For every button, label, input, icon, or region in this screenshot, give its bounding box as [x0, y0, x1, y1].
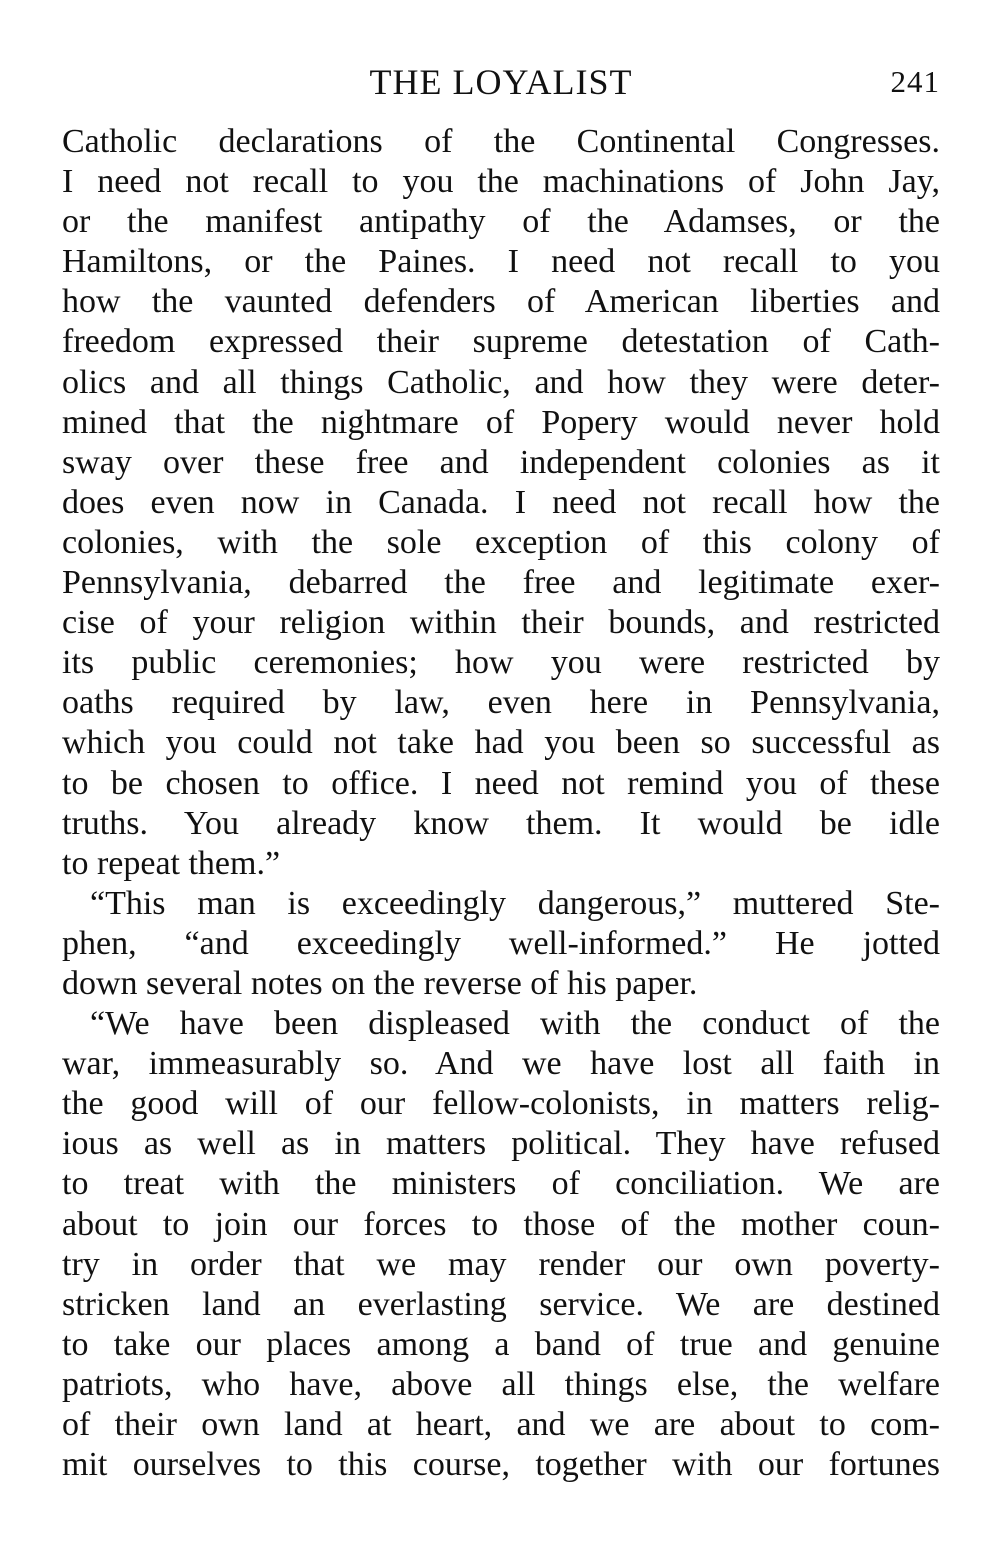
- text-line: “We have been displeased with the conduct of the: [90, 1005, 940, 1043]
- text-line: freedom expressed their supreme detestation of Cath-: [62, 323, 940, 361]
- text-line: “This man is exceedingly dangerous,” muttered Ste-: [90, 884, 940, 922]
- text-line: the good will of our fellow-colonists, in matters relig-: [62, 1085, 940, 1123]
- text-line: colonies, with the sole exception of this colony of: [62, 523, 940, 561]
- text-line: stricken land an everlasting service. We are destined: [62, 1285, 940, 1323]
- text-line: sway over these free and independent colonies as it: [62, 443, 940, 481]
- text-line: to treat with the ministers of conciliation. We are: [62, 1165, 940, 1203]
- text-line: ious as well as in matters political. They have refused: [62, 1125, 940, 1163]
- body-text: [62, 122, 940, 1485]
- text-line: olics and all things Catholic, and how they were deter-: [62, 363, 940, 401]
- running-title: THE LOYALIST: [369, 62, 633, 102]
- text-line: down several notes on the reverse of his paper.: [62, 964, 698, 1002]
- text-line: war, immeasurably so. And we have lost all faith in: [62, 1045, 940, 1083]
- text-line: try in order that we may render our own poverty-: [62, 1245, 940, 1283]
- text-line: I need not recall to you the machinations of John Jay,: [62, 163, 940, 201]
- text-line: Hamiltons, or the Paines. I need not recall to you: [62, 243, 940, 281]
- text-line: cise of your religion within their bounds, and restricted: [62, 604, 940, 642]
- text-line: or the manifest antipathy of the Adamses, or the: [62, 203, 940, 241]
- text-line: of their own land at heart, and we are about to com-: [62, 1406, 940, 1443]
- text-line: which you could not take had you been so successful as: [62, 724, 940, 762]
- text-line: Catholic declarations of the Continental Congresses.: [62, 123, 940, 160]
- text-line: to take our places among a band of true and genuine: [62, 1325, 940, 1363]
- page-number: 241: [890, 64, 940, 99]
- text-line: mined that the nightmare of Popery would never hold: [62, 403, 940, 441]
- text-line: truths. You already know them. It would be idle: [62, 804, 940, 842]
- text-line: its public ceremonies; how you were restricted by: [62, 644, 940, 682]
- text-line: phen, “and exceedingly well-informed.” He jotted: [62, 924, 940, 962]
- text-line: how the vaunted defenders of American liberties and: [62, 283, 940, 321]
- text-line: mit ourselves to this course, together with our fortunes: [62, 1446, 940, 1484]
- text-line: Pennsylvania, debarred the free and legitimate exer-: [62, 564, 940, 602]
- text-line: about to join our forces to those of the mother coun-: [62, 1205, 940, 1243]
- page-header: [62, 58, 940, 106]
- text-line: does even now in Canada. I need not recall how the: [62, 483, 940, 521]
- text-line: to repeat them.”: [62, 844, 281, 882]
- text-line: oaths required by law, even here in Pennsylvania,: [62, 684, 940, 722]
- text-line: to be chosen to office. I need not remind you of these: [62, 764, 940, 802]
- text-line: patriots, who have, above all things else, the welfare: [62, 1365, 940, 1403]
